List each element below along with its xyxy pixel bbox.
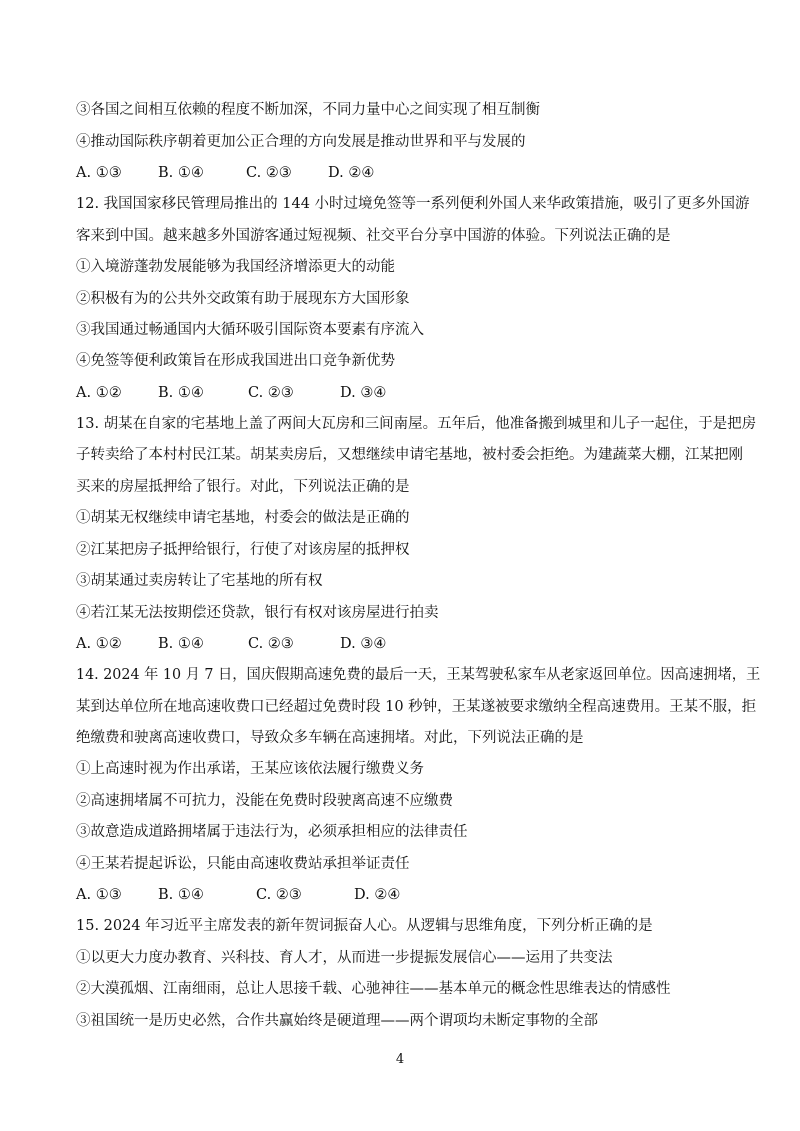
q13-statement-2: ②江某把房子抵押给银行，行使了对该房屋的抵押权 bbox=[76, 542, 410, 558]
q13-option-a: A. ①② bbox=[76, 636, 122, 652]
q13-stem-line-1: 13. 胡某在自家的宅基地上盖了两间大瓦房和三间南屋。五年后，他准备搬到城里和儿子一起住，于是把房 bbox=[76, 416, 757, 432]
q14-option-d: D. ②④ bbox=[354, 887, 401, 903]
q11-option-c: C. ②③ bbox=[246, 165, 292, 181]
q12-option-b: B. ①④ bbox=[158, 385, 204, 401]
q11-statement-3: ③各国之间相互依赖的程度不断加深，不同力量中心之间实现了相互制衡 bbox=[76, 102, 540, 118]
q14-stem-line-2: 某到达单位所在地高速收费口已经超过免费时段 10 秒钟，王某遂被要求缴纳全程高速费用。王某不服，拒 bbox=[76, 699, 757, 715]
q13-stem-line-3: 买来的房屋抵押给了银行。对此，下列说法正确的是 bbox=[76, 479, 410, 495]
q12-statement-4: ④免签等便利政策旨在形成我国进出口竞争新优势 bbox=[76, 353, 395, 369]
q12-statement-1: ①入境游蓬勃发展能够为我国经济增添更大的动能 bbox=[76, 259, 395, 275]
q15-statement-2: ②大漠孤烟、江南细雨，总让人思接千载、心驰神往——基本单元的概念性思维表达的情感性 bbox=[76, 981, 671, 997]
q14-statement-1: ①上高速时视为作出承诺，王某应该依法履行缴费义务 bbox=[76, 761, 424, 777]
q12-option-a: A. ①② bbox=[76, 385, 122, 401]
q13-option-c: C. ②③ bbox=[248, 636, 294, 652]
q12-stem-line-1: 12. 我国国家移民管理局推出的 144 小时过境免签等一系列便利外国人来华政策措施，吸引了更多外国游 bbox=[76, 196, 750, 212]
q12-statement-2: ②积极有为的公共外交政策有助于展现东方大国形象 bbox=[76, 291, 410, 307]
q13-stem-line-2: 子转卖给了本村村民江某。胡某卖房后，又想继续申请宅基地，被村委会拒绝。为建蔬菜大棚，江某把刚 bbox=[76, 447, 743, 463]
q13-option-d: D. ③④ bbox=[340, 636, 387, 652]
q12-option-d: D. ③④ bbox=[340, 385, 387, 401]
q13-statement-4: ④若江某无法按期偿还贷款，银行有权对该房屋进行拍卖 bbox=[76, 605, 439, 621]
q11-statement-4: ④推动国际秩序朝着更加公正合理的方向发展是推动世界和平与发展的 bbox=[76, 134, 526, 150]
q11-option-b: B. ①④ bbox=[158, 165, 204, 181]
q12-option-c: C. ②③ bbox=[248, 385, 294, 401]
q14-option-b: B. ①④ bbox=[158, 887, 204, 903]
q15-statement-1: ①以更大力度办教育、兴科技、育人才，从而进一步提振发展信心——运用了共变法 bbox=[76, 950, 613, 966]
q14-statement-3: ③故意造成道路拥堵属于违法行为，必须承担相应的法律责任 bbox=[76, 824, 468, 840]
q14-option-c: C. ②③ bbox=[256, 887, 302, 903]
q15-stem-line-1: 15. 2024 年习近平主席发表的新年贺词振奋人心。从逻辑与思维角度，下列分析正确的是 bbox=[76, 918, 653, 934]
q13-statement-3: ③胡某通过卖房转让了宅基地的所有权 bbox=[76, 573, 323, 589]
q12-statement-3: ③我国通过畅通国内大循环吸引国际资本要素有序流入 bbox=[76, 322, 424, 338]
q14-stem-line-3: 绝缴费和驶离高速收费口，导致众多车辆在高速拥堵。对此，下列说法正确的是 bbox=[76, 730, 584, 746]
q11-option-a: A. ①③ bbox=[76, 165, 122, 181]
q14-option-a: A. ①③ bbox=[76, 887, 122, 903]
q13-option-b: B. ①④ bbox=[158, 636, 204, 652]
q14-statement-4: ④王某若提起诉讼，只能由高速收费站承担举证责任 bbox=[76, 856, 410, 872]
q14-statement-2: ②高速拥堵属不可抗力，没能在免费时段驶离高速不应缴费 bbox=[76, 793, 453, 809]
q11-option-d: D. ②④ bbox=[328, 165, 375, 181]
q15-statement-3: ③祖国统一是历史必然，合作共赢始终是硬道理——两个谓项均未断定事物的全部 bbox=[76, 1013, 598, 1029]
q12-stem-line-2: 客来到中国。越来越多外国游客通过短视频、社交平台分享中国游的体验。下列说法正确的是 bbox=[76, 228, 671, 244]
page-number: 4 bbox=[395, 1052, 405, 1067]
q14-stem-line-1: 14. 2024 年 10 月 7 日，国庆假期高速免费的最后一天，王某驾驶私家车从老家返回单位。因高速拥堵，王 bbox=[76, 667, 761, 683]
q13-statement-1: ①胡某无权继续申请宅基地，村委会的做法是正确的 bbox=[76, 510, 410, 526]
